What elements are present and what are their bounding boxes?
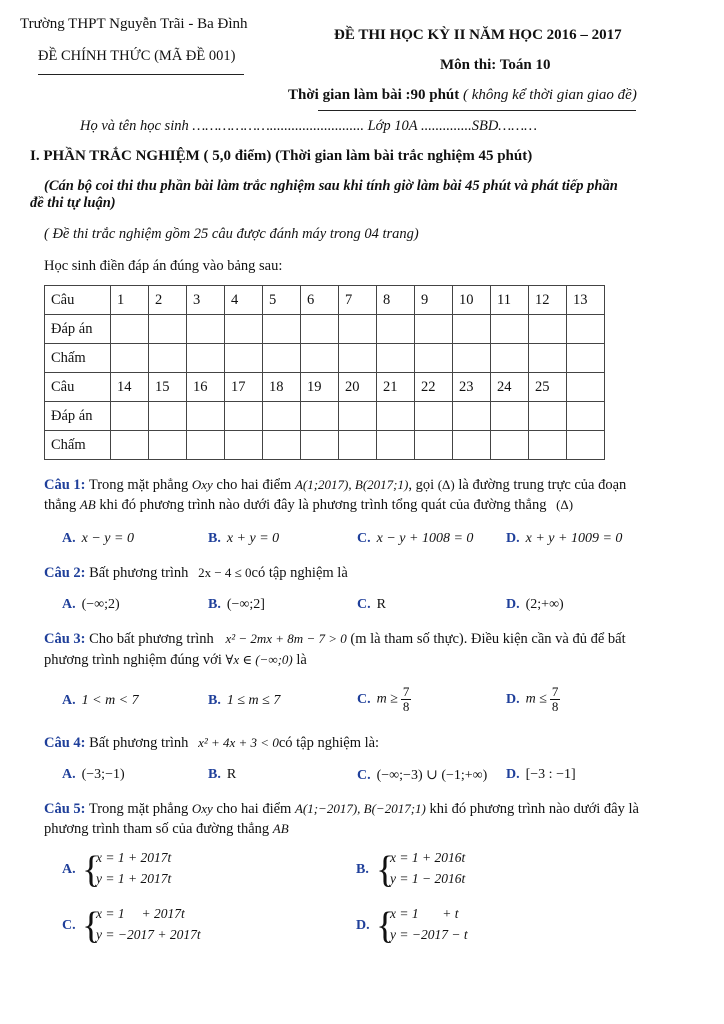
q4-option-b[interactable] <box>208 767 236 783</box>
question-number: 21 <box>377 373 415 402</box>
question-number: 8 <box>377 286 415 315</box>
grade-cell <box>491 431 529 460</box>
duration-note: ( không kể thời gian giao đề) <box>463 87 637 103</box>
option-value: (2;+∞) <box>525 597 564 612</box>
option-letter: A. <box>62 693 76 708</box>
option-letter: A. <box>62 862 76 877</box>
fraction-numerator: 7 <box>402 684 410 699</box>
q3-math: x² − 2mx + 8m − 7 > 0 <box>225 631 347 646</box>
row-label: Câu <box>45 286 111 315</box>
q1-text: , gọi <box>408 477 435 493</box>
q2-option-b[interactable] <box>208 597 265 613</box>
system-line: x = 1 + 2017t <box>96 906 185 921</box>
table-row <box>45 431 605 460</box>
q1-text: thẳng <box>44 497 77 513</box>
q1-math: (Δ) <box>556 497 574 512</box>
question-number: 11 <box>491 286 529 315</box>
option-letter: C. <box>357 531 371 546</box>
header-divider-left <box>38 74 244 75</box>
grade-cell <box>263 344 301 373</box>
exam-page-note: ( Đề thi trắc nghiệm gồm 25 câu được đánh máy trong 04 trang) <box>44 226 419 242</box>
grade-cell <box>149 431 187 460</box>
table-row <box>45 373 605 402</box>
q3-math: ∀x ∈ (−∞;0) <box>225 652 293 667</box>
answer-cell[interactable] <box>415 315 453 344</box>
q5-option-b[interactable] <box>376 850 516 894</box>
grade-cell <box>301 344 339 373</box>
grade-cell <box>225 344 263 373</box>
grade-cell <box>149 344 187 373</box>
grade-cell <box>453 431 491 460</box>
answer-cell[interactable] <box>225 315 263 344</box>
system-line: y = −2017 + 2017t <box>96 927 201 942</box>
option-value: m ≤ <box>525 691 547 707</box>
q3-option-c[interactable] <box>357 685 411 714</box>
option-letter: C. <box>62 918 76 933</box>
q1-option-c[interactable] <box>357 531 473 547</box>
option-value: x + y + 1009 = 0 <box>525 531 623 546</box>
system-line: x = 1 + 2016t <box>390 850 466 865</box>
option-value: [−3 : −1] <box>525 767 576 782</box>
question-number: 1 <box>111 286 149 315</box>
q3-option-b[interactable] <box>208 693 280 709</box>
question-number: 22 <box>415 373 453 402</box>
option-value: R <box>376 597 386 612</box>
q5-option-c[interactable] <box>82 906 242 950</box>
answer-cell[interactable] <box>301 402 339 431</box>
system-line: y = 1 + 2017t <box>96 871 172 886</box>
q1-text: cho hai điểm <box>216 477 292 493</box>
brace-icon: { <box>82 849 101 891</box>
q4-option-c[interactable] <box>357 767 487 784</box>
grade-cell <box>339 344 377 373</box>
question-number: 19 <box>301 373 339 402</box>
option-value: x + y = 0 <box>226 531 280 546</box>
option-letter: A. <box>62 531 76 546</box>
question-number: 10 <box>453 286 491 315</box>
question-number: 6 <box>301 286 339 315</box>
q5-text: Trong mặt phẳng <box>88 801 189 817</box>
answer-cell[interactable] <box>529 402 567 431</box>
grade-cell <box>111 431 149 460</box>
question-number: 18 <box>263 373 301 402</box>
answer-cell[interactable] <box>491 402 529 431</box>
question-number: 7 <box>339 286 377 315</box>
question-number: 9 <box>415 286 453 315</box>
proctor-note-line2: đề thi tự luận) <box>30 195 116 211</box>
answer-cell[interactable] <box>567 402 605 431</box>
question-3-label: Câu 3: <box>44 631 86 647</box>
grade-cell <box>491 344 529 373</box>
answer-cell[interactable] <box>225 402 263 431</box>
exam-duration <box>288 87 637 104</box>
option-value: m ≥ <box>376 691 398 707</box>
official-exam-code: ĐỀ CHÍNH THỨC (MÃ ĐỀ 001) <box>38 48 236 64</box>
answer-cell[interactable] <box>339 402 377 431</box>
q3-text: Cho bất phương trình <box>89 631 214 647</box>
proctor-note-line1: (Cán bộ coi thi thu phần bài làm trắc nghiệm sau khi tính giờ làm bài 45 phút và phát tiếp phần <box>44 178 618 194</box>
q1-math: AB <box>79 497 96 512</box>
option-letter: A. <box>62 597 76 612</box>
q2-text: Bất phương trình <box>89 565 189 581</box>
grade-cell <box>529 344 567 373</box>
answer-cell[interactable] <box>263 315 301 344</box>
question-1-line2 <box>44 497 573 514</box>
option-letter: B. <box>208 531 221 546</box>
option-value: (−∞;2] <box>226 597 265 612</box>
answer-cell[interactable] <box>187 315 225 344</box>
row-label: Chấm <box>45 431 111 460</box>
answer-cell[interactable] <box>149 402 187 431</box>
question-number: 4 <box>225 286 263 315</box>
option-value: (−3;−1) <box>81 767 125 782</box>
brace-icon: { <box>376 905 395 947</box>
question-number: 12 <box>529 286 567 315</box>
answer-cell[interactable] <box>111 402 149 431</box>
q4-text: Bất phương trình <box>89 735 189 751</box>
q2-option-c[interactable] <box>357 597 386 613</box>
q5-math: AB <box>272 821 289 836</box>
option-letter: B. <box>208 767 221 782</box>
question-number: 25 <box>529 373 567 402</box>
question-5-label: Câu 5: <box>44 801 86 817</box>
grade-cell <box>415 431 453 460</box>
answer-cell[interactable] <box>453 402 491 431</box>
answer-cell[interactable] <box>301 315 339 344</box>
option-letter: A. <box>62 767 76 782</box>
question-number: 17 <box>225 373 263 402</box>
q4-math: x² + 4x + 3 < 0 <box>198 735 279 750</box>
q3-option-a[interactable] <box>62 693 139 709</box>
q3-text: phương trình nghiệm đúng với <box>44 652 222 668</box>
q1-option-d[interactable] <box>506 531 622 547</box>
question-2-label: Câu 2: <box>44 565 86 581</box>
option-value: x − y + 1008 = 0 <box>376 531 474 546</box>
option-letter: D. <box>506 597 520 612</box>
brace-icon: { <box>376 849 395 891</box>
grade-cell <box>453 344 491 373</box>
q2-option-a[interactable] <box>62 597 120 613</box>
q5-text: khi đó phương trình nào dưới đây là <box>429 801 639 817</box>
question-5-line2 <box>44 821 289 838</box>
question-4-label: Câu 4: <box>44 735 86 751</box>
q3-text: là <box>296 652 307 668</box>
q1-option-a[interactable] <box>62 531 134 547</box>
student-info-line: Họ và tên học sinh ……………….......................... Lớp 10A ..............SBD……… <box>80 118 537 134</box>
q1-option-b[interactable] <box>208 531 279 547</box>
question-number: 16 <box>187 373 225 402</box>
fraction-denominator: 8 <box>551 699 559 714</box>
q5-option-c-letter[interactable] <box>62 918 82 934</box>
option-letter: D. <box>506 531 520 546</box>
answer-cell[interactable] <box>339 315 377 344</box>
option-letter: C. <box>357 597 371 612</box>
option-letter: C. <box>357 768 371 783</box>
grade-cell <box>339 431 377 460</box>
question-2-line <box>44 565 348 582</box>
option-value: R <box>226 767 237 782</box>
option-value: x − y = 0 <box>81 531 134 546</box>
grade-cell <box>567 344 605 373</box>
row-label: Đáp án <box>45 315 111 344</box>
question-number: 20 <box>339 373 377 402</box>
option-letter: D. <box>506 691 520 707</box>
table-row <box>45 402 605 431</box>
q5-math: A(1;−2017), B(−2017;1) <box>294 801 426 816</box>
school-name: Trường THPT Nguyễn Trãi - Ba Đình <box>20 16 248 32</box>
question-number: 24 <box>491 373 529 402</box>
question-3-line2 <box>44 652 307 669</box>
q1-text: Trong mặt phẳng <box>88 477 189 493</box>
question-number: 14 <box>111 373 149 402</box>
q5-math: Oxy <box>191 801 213 816</box>
system-line: x = 1 + 2017t <box>96 850 172 865</box>
question-number: 13 <box>567 286 605 315</box>
question-number: 23 <box>453 373 491 402</box>
q1-math: Oxy <box>191 477 213 492</box>
option-letter: B. <box>208 597 221 612</box>
answer-cell[interactable] <box>377 315 415 344</box>
section-title: I. PHẦN TRẮC NGHIỆM ( 5,0 điểm) (Thời gian làm bài trắc nghiệm 45 phút) <box>30 148 533 164</box>
answer-cell[interactable] <box>263 402 301 431</box>
q5-text: phương trình tham số của đường thẳng <box>44 821 270 837</box>
table-row <box>45 315 605 344</box>
grade-cell <box>377 344 415 373</box>
row-label: Câu <box>45 373 111 402</box>
exam-title: ĐỀ THI HỌC KỲ II NĂM HỌC 2016 – 2017 <box>334 27 622 43</box>
option-value: (−∞;−3) ∪ (−1;+∞) <box>376 768 488 783</box>
q2-text: có tập nghiệm là <box>251 565 348 581</box>
q4-text: có tập nghiệm là: <box>278 735 380 751</box>
q5-text: cho hai điểm <box>216 801 292 817</box>
question-3-line1 <box>44 631 626 648</box>
answer-cell[interactable] <box>529 315 567 344</box>
q5-option-a-letter[interactable] <box>62 862 82 878</box>
option-letter: B. <box>208 693 221 708</box>
exam-subject: Môn thi: Toán 10 <box>440 57 551 73</box>
question-number: 3 <box>187 286 225 315</box>
question-5-line1 <box>44 801 639 818</box>
q5-option-b-letter[interactable] <box>356 862 375 878</box>
fraction-denominator: 8 <box>402 699 410 714</box>
header-divider-right <box>318 110 636 111</box>
q3-option-d[interactable] <box>506 685 560 714</box>
grade-cell <box>111 344 149 373</box>
question-number: 2 <box>149 286 187 315</box>
grade-cell <box>377 431 415 460</box>
q1-text: khi đó phương trình nào dưới đây là phương trình tổng quát của đường thẳng <box>99 497 547 513</box>
option-value: (−∞;2) <box>81 597 120 612</box>
grade-cell <box>187 431 225 460</box>
answer-cell[interactable] <box>187 402 225 431</box>
row-label: Chấm <box>45 344 111 373</box>
option-letter: C. <box>357 691 371 707</box>
system-line: x = 1 + t <box>390 906 459 921</box>
q5-option-a[interactable] <box>82 850 222 894</box>
question-number: 15 <box>149 373 187 402</box>
option-value: 1 < m < 7 <box>81 693 139 708</box>
q3-text: (m là tham số thực). Điều kiện cần và đủ để bất <box>350 631 626 647</box>
fraction-numerator: 7 <box>551 684 559 699</box>
fraction <box>401 685 412 714</box>
option-letter: D. <box>356 918 370 933</box>
grade-cell <box>263 431 301 460</box>
grade-cell <box>529 431 567 460</box>
q1-math: A(1;2017), B(2017;1) <box>294 477 409 492</box>
grade-cell <box>567 431 605 460</box>
question-number <box>567 373 605 402</box>
answer-cell[interactable] <box>415 402 453 431</box>
system-line: y = −2017 − t <box>390 927 468 942</box>
table-row <box>45 344 605 373</box>
fraction <box>550 685 561 714</box>
q2-math: 2x − 4 ≤ 0 <box>198 565 252 580</box>
option-value: 1 ≤ m ≤ 7 <box>226 693 281 708</box>
q5-option-d-letter[interactable] <box>356 918 376 934</box>
row-label: Đáp án <box>45 402 111 431</box>
grade-cell <box>187 344 225 373</box>
grade-cell <box>301 431 339 460</box>
q4-option-a[interactable] <box>62 767 125 783</box>
q1-text: là đường trung trực của đoạn <box>458 477 627 493</box>
question-number: 5 <box>263 286 301 315</box>
q1-math: (Δ) <box>437 477 455 492</box>
answer-cell[interactable] <box>567 315 605 344</box>
question-4-line <box>44 735 379 752</box>
grade-cell <box>415 344 453 373</box>
answer-cell[interactable] <box>149 315 187 344</box>
answer-table <box>44 285 605 460</box>
answer-cell[interactable] <box>377 402 415 431</box>
option-letter: B. <box>356 862 369 877</box>
table-instruction: Học sinh điền đáp án đúng vào bảng sau: <box>44 258 283 274</box>
brace-icon: { <box>82 905 101 947</box>
grade-cell <box>225 431 263 460</box>
duration-bold: Thời gian làm bài :90 phút <box>288 87 460 103</box>
q2-option-d[interactable] <box>506 597 564 613</box>
question-1-line1 <box>44 477 626 494</box>
answer-cell[interactable] <box>111 315 149 344</box>
table-row <box>45 286 605 315</box>
option-letter: D. <box>506 767 520 782</box>
system-line: y = 1 − 2016t <box>390 871 466 886</box>
q4-option-d[interactable] <box>506 767 576 783</box>
answer-cell[interactable] <box>453 315 491 344</box>
answer-cell[interactable] <box>491 315 529 344</box>
q5-option-d[interactable] <box>376 906 516 950</box>
question-1-label: Câu 1: <box>44 477 86 493</box>
